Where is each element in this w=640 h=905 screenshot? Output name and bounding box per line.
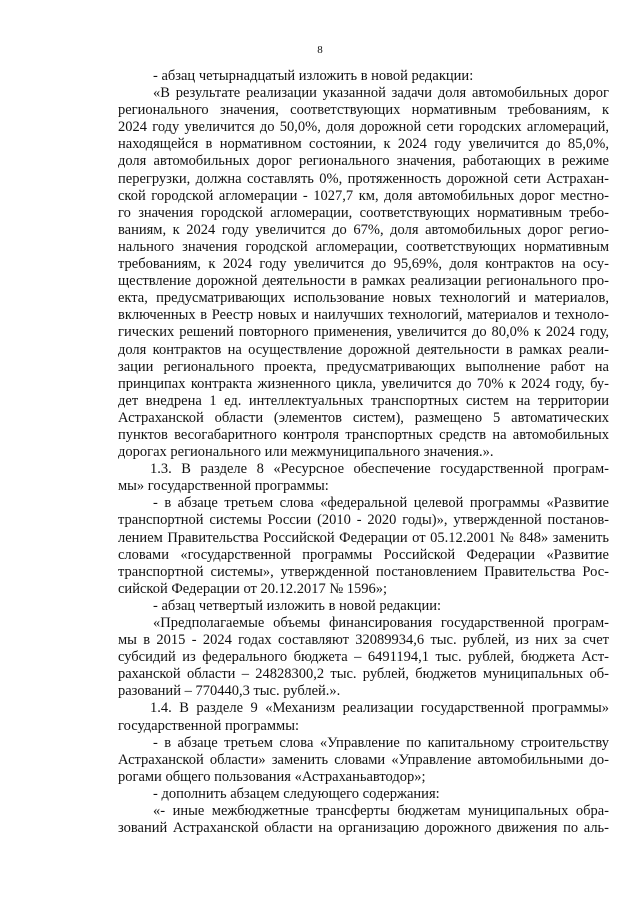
text-line: «- иные межбюджетные трансферты бюджетам муниципальных обра-	[153, 803, 609, 820]
text-line: 2024 году увеличится до 50,0%, доля дорожной сети городских агломераций,	[118, 119, 609, 136]
text-line: пунктов весогабаритного контроля транспортных средств на автомобильных	[118, 426, 609, 443]
text-line: словами «государственной программы Российской Федерации «Развитие	[118, 546, 609, 563]
text-line: «Предполагаемые объемы финансирования государственной програм-	[153, 615, 609, 631]
text-line: раханской области – 24828300,2 тыс. рублей, бюджетов муниципальных об-	[118, 666, 609, 683]
text-line: - абзац четырнадцатый изложить в новой редакции:	[153, 68, 474, 84]
text-line: - в абзаце третьем слова «Управление по капитальному строительству	[153, 734, 609, 751]
text-line: зований Астраханской области на организацию дорожного движения по аль-	[118, 820, 609, 837]
text-line: рогами общего пользования «Астраханьавтодор»;	[118, 768, 426, 785]
text-line: ской городской агломерации - 1027,7 км, доля автомобильных дорог местно-	[118, 187, 609, 204]
text-line: субсидий из федерального бюджета – 6491194,1 тыс. рублей, бюджета Аст-	[118, 649, 609, 666]
text-line: принципах контракта жизненного цикла, увеличится до 70% к 2024 году, бу-	[118, 375, 609, 392]
text-line: - в абзаце третьем слова «федеральной целевой программы «Развитие	[153, 495, 609, 512]
text-line: ществление дорожной деятельности в рамках реализации регионального про-	[118, 273, 609, 290]
text-line: находящейся в нормативном состоянии, к 2024 году увеличится до 85,0%,	[118, 136, 609, 153]
document-body	[118, 68, 609, 837]
text-line: транспортной системы России (2010 - 2020 годы)», утвержденной постанов-	[118, 512, 609, 529]
text-line: мы в 2015 - 2024 годах составляют 32089934,6 тыс. рублей, из них за счет	[118, 632, 609, 649]
text-line: - дополнить абзацем следующего содержания:	[153, 785, 440, 802]
text-line: «В результате реализации указанной задачи доля автомобильных дорог	[153, 85, 609, 102]
text-line: транспортной системы», утвержденной постановлением Правительства Рос-	[118, 563, 609, 580]
text-line: доля автомобильных дорог регионального значения, работающих в режиме	[118, 153, 609, 170]
text-line: го значения городской агломерации, соответствующих нормативным требо-	[118, 204, 609, 221]
text-line: перегрузки, должна составлять 0%, протяженность дорожной сети Астрахан-	[118, 170, 609, 187]
text-line: Астраханской области (элементов систем), размещено 5 автоматических	[118, 409, 609, 426]
text-line: требованиям, к 2024 году увеличится до 95,69%, доля контрактов на осу-	[118, 256, 609, 273]
text-line: - абзац четвертый изложить в новой редакции:	[153, 597, 442, 614]
text-line: екта, предусматривающих использование новых технологий и материалов,	[118, 290, 609, 307]
text-line: зации регионального проекта, предусматривающих выполнение работ на	[118, 358, 609, 375]
text-line: сийской Федерации от 20.12.2017 № 1596»;	[118, 580, 388, 597]
text-line: Астраханской области» заменить словами «Управление автомобильными до-	[118, 751, 609, 768]
text-line: 1.3. В разделе 8 «Ресурсное обеспечение государственной програм-	[150, 461, 609, 478]
text-line: гических решений повторного применения, увеличится до 80,0% к 2024 году,	[118, 324, 609, 341]
text-line: доля контрактов на осуществление дорожной деятельности в рамках реали-	[118, 341, 609, 358]
text-line: нального значения городской агломерации, соответствующих нормативным	[118, 238, 609, 255]
page-number: 8	[317, 44, 323, 56]
text-line: дорогах регионального или межмуниципального значения.».	[118, 444, 494, 461]
text-line: государственной программы:	[118, 717, 299, 734]
text-line: 1.4. В разделе 9 «Механизм реализации государственной программы»	[150, 700, 609, 717]
text-line: включенных в Реестр новых и наилучших технологий, материалов и техноло-	[118, 307, 609, 324]
text-line: ваниям, к 2024 году увеличится до 67%, доля автомобильных дорог регио-	[118, 221, 609, 238]
text-line: лением Правительства Российской Федерации от 05.12.2001 № 848» заменить	[118, 529, 609, 546]
text-line: регионального значения, соответствующих нормативным требованиям, к	[118, 102, 609, 119]
text-line: дет внедрена 1 ед. интеллектуальных транспортных систем на территории	[118, 392, 609, 409]
text-line: разований – 770440,3 тыс. рублей.».	[118, 683, 341, 700]
text-line: мы» государственной программы:	[118, 478, 329, 495]
